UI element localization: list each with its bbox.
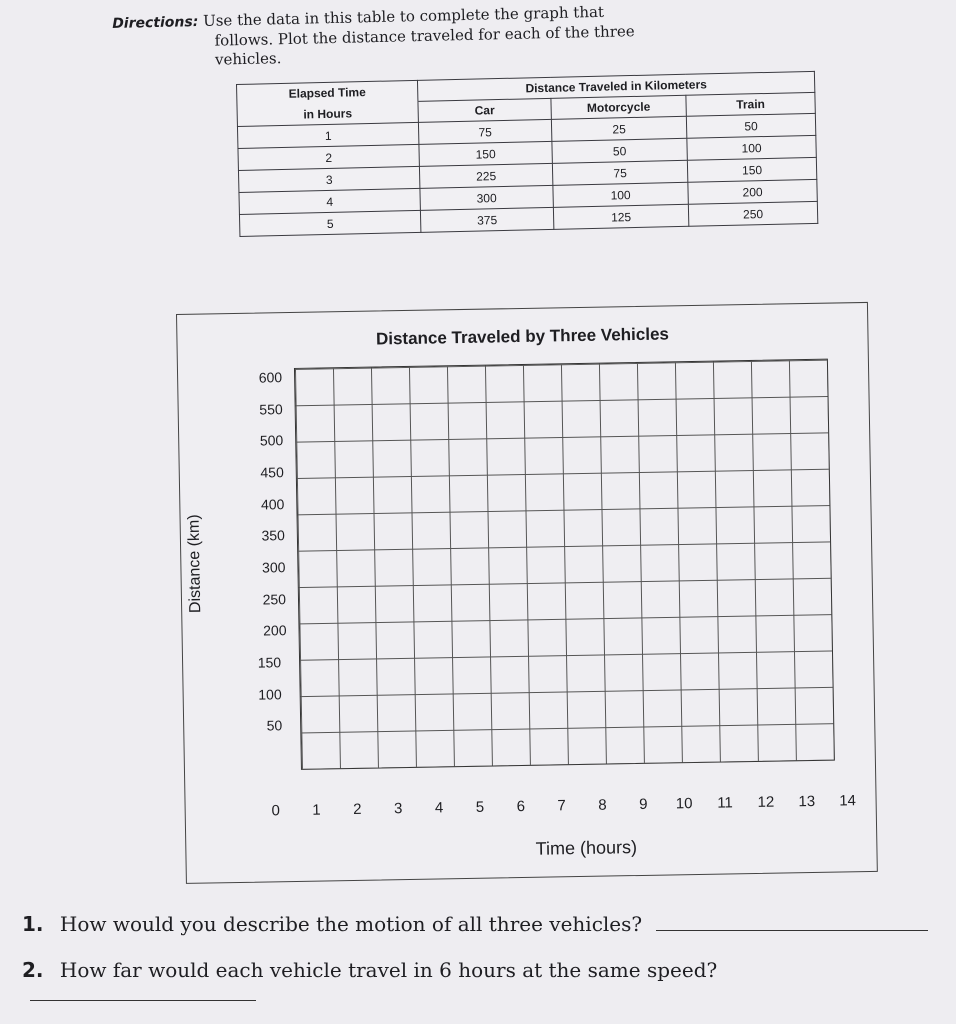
cell-car: 300	[420, 185, 553, 210]
answer-blank[interactable]	[30, 999, 256, 1001]
directions	[112, 1, 693, 72]
distance-group-header: Distance Traveled in Kilometers	[417, 71, 814, 101]
y-tick-label: 150	[257, 654, 282, 671]
cell-motorcycle: 100	[553, 182, 688, 207]
question-text: How far would each vehicle travel in 6 hours at the same speed?	[59, 958, 718, 982]
question-text: How would you describe the motion of all three vehicles?	[59, 912, 643, 936]
y-tick-label: 500	[259, 432, 284, 449]
cell-train: 200	[688, 179, 817, 204]
x-tick-label: 5	[475, 798, 485, 816]
cell-hours: 2	[238, 144, 419, 170]
y-tick-label: 400	[260, 495, 285, 513]
x-tick-label: 14	[839, 792, 857, 810]
y-axis-label: Distance (km)	[185, 514, 205, 614]
cell-car: 225	[419, 163, 552, 188]
question-1	[22, 912, 952, 958]
column-header-car: Car	[418, 98, 551, 122]
y-tick-label: 600	[258, 369, 283, 386]
directions-line-3: vehicles.	[214, 49, 282, 69]
questions	[22, 912, 952, 1004]
x-tick-label: 6	[516, 797, 526, 816]
x-tick-label: 1	[312, 801, 321, 819]
x-axis-label: Time (hours)	[535, 837, 638, 859]
cell-car: 375	[420, 207, 553, 232]
cell-motorcycle: 25	[551, 116, 686, 141]
plot-grid[interactable]	[294, 359, 835, 770]
directions-line-2: follows. Plot the distance traveled for each of the three	[214, 22, 635, 50]
cell-motorcycle: 125	[553, 204, 688, 229]
time-header-units: in Hours	[237, 101, 418, 126]
x-tick-label: 8	[598, 796, 607, 814]
cell-hours: 4	[239, 188, 420, 214]
time-header: Elapsed Time	[237, 80, 418, 105]
cell-train: 150	[687, 157, 816, 182]
y-tick-label: 350	[261, 527, 286, 544]
x-tick-label: 11	[717, 794, 733, 812]
cell-motorcycle: 75	[552, 160, 687, 185]
x-tick-label: 0	[271, 802, 281, 820]
answer-blank[interactable]	[656, 929, 928, 931]
cell-car: 75	[418, 119, 551, 144]
y-tick-label: 50	[266, 717, 283, 734]
cell-car: 150	[419, 141, 552, 166]
question-2	[22, 958, 952, 1004]
x-tick-label: 3	[393, 800, 403, 818]
cell-train: 50	[686, 113, 815, 138]
y-tick-label: 300	[261, 559, 286, 576]
y-tick-label: 200	[263, 622, 287, 639]
question-number: 2.	[22, 958, 44, 982]
x-tick-label: 7	[557, 797, 566, 815]
cell-train: 100	[687, 135, 816, 160]
column-header-train: Train	[686, 92, 815, 116]
x-tick-label: 13	[798, 792, 816, 811]
x-tick-label: 4	[434, 799, 444, 817]
y-tick-label: 550	[259, 400, 283, 418]
distance-data-table	[236, 71, 818, 237]
cell-motorcycle: 50	[552, 138, 687, 163]
cell-hours: 1	[237, 122, 418, 148]
cell-hours: 5	[239, 210, 420, 236]
y-tick-label: 450	[260, 464, 284, 481]
chart-title: Distance Traveled by Three Vehicles	[375, 324, 670, 349]
directions-lead: Directions:	[112, 14, 199, 32]
x-tick-label: 2	[353, 800, 362, 818]
cell-hours: 3	[238, 166, 419, 192]
question-number: 1.	[22, 912, 44, 936]
x-tick-label: 10	[675, 795, 693, 813]
column-header-motorcycle: Motorcycle	[551, 95, 686, 119]
cell-train: 250	[688, 201, 817, 226]
x-tick-label: 9	[639, 795, 648, 813]
y-tick-label: 250	[262, 590, 287, 608]
directions-text-1: Use the data in this table to complete the graph that	[202, 2, 605, 30]
graph-box	[176, 302, 878, 884]
x-tick-label: 12	[757, 793, 775, 811]
y-tick-label: 100	[258, 685, 282, 703]
